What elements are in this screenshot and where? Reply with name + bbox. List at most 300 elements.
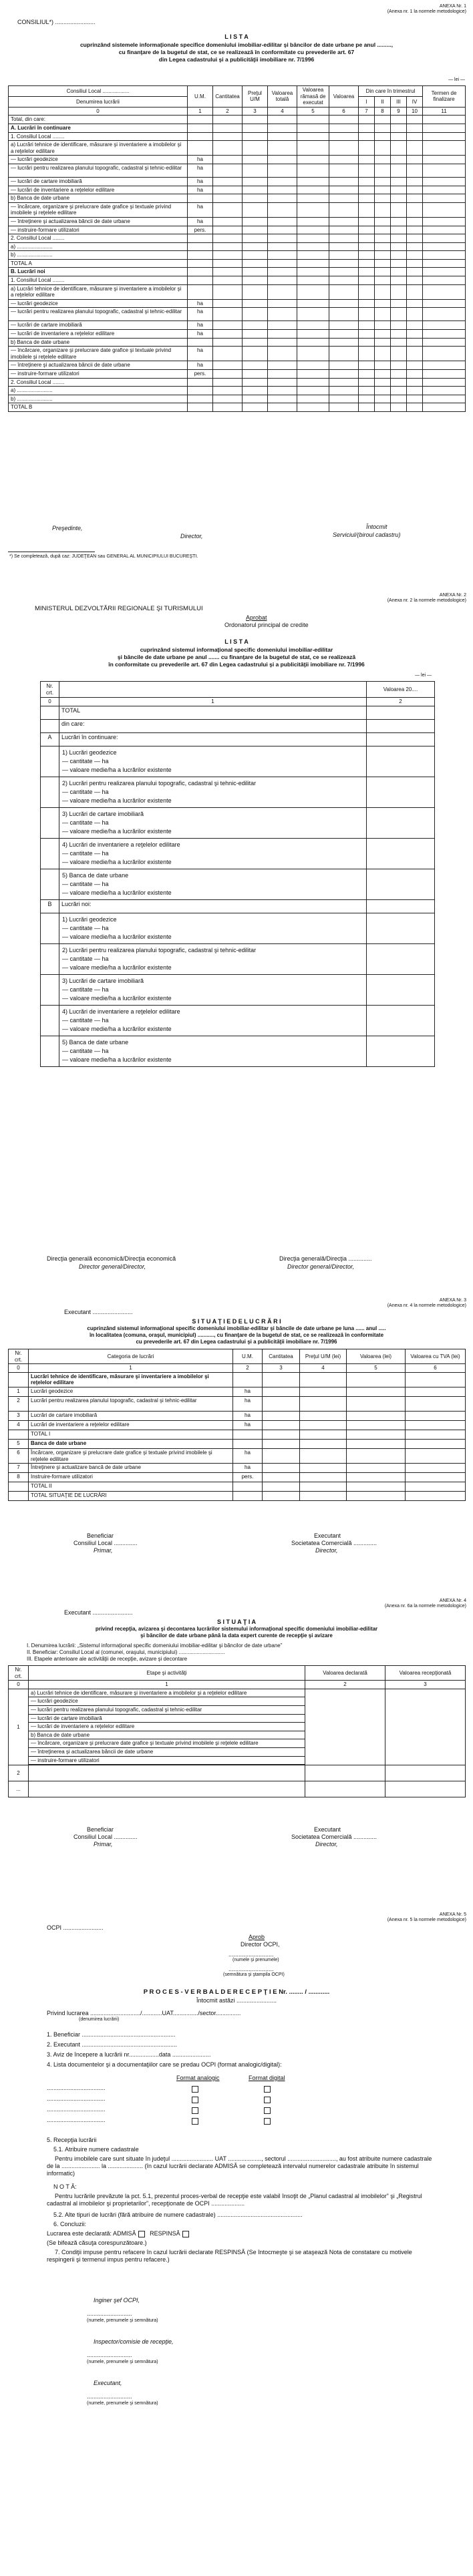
t1-cell <box>268 395 297 403</box>
t3-cell <box>263 1482 300 1492</box>
t3-cell <box>300 1492 347 1501</box>
digital-checkbox[interactable] <box>264 2118 271 2125</box>
t3-row-um <box>233 1492 263 1501</box>
t1-cell <box>423 116 466 124</box>
table-row <box>9 124 466 132</box>
a5-doc-line: ................................... <box>47 2095 106 2102</box>
a5-inspector-note: (numele, prenumele şi semnătura) <box>87 2360 158 2364</box>
table-row <box>9 276 466 285</box>
t1-row-label: a) Lucrări tehnice de identificare, măsurare şi inventariere a imobilelor şi a reţelelor edilitare <box>9 141 188 156</box>
table-row <box>9 308 466 321</box>
t1-cell <box>268 330 297 339</box>
t3-row-label: TOTAL I <box>29 1430 233 1439</box>
t1-cell <box>297 395 329 403</box>
t3-row-um: ha <box>233 1420 263 1430</box>
t2-item-line: — cantitate — ha <box>62 1016 109 1024</box>
t1-cell <box>243 361 268 370</box>
annex-2-subtitle-1: cuprinzând sistemul informaţional specific domeniului imobiliar-edilitar <box>140 646 333 653</box>
annex-3-note: (Anexa nr. 4 la normele metodologice) <box>387 1303 466 1308</box>
t1-cell <box>297 268 329 276</box>
t1-cell <box>407 387 423 395</box>
digital-checkbox[interactable] <box>264 2107 271 2114</box>
t1-cell <box>243 387 268 395</box>
t1-row-um <box>188 403 213 412</box>
t1-row-um <box>188 259 213 268</box>
t2-cell <box>41 777 59 807</box>
a5-cadastral: 5.1. Atribuire numere cadastrale <box>53 2146 139 2153</box>
rejected-checkbox[interactable] <box>182 2231 189 2237</box>
t3-cell <box>347 1448 406 1463</box>
t1-header-um: U.M. <box>188 86 213 108</box>
annex-2-note: (Anexa nr. 2 la normele metodologice) <box>387 598 466 603</box>
a4-beneficiary-mayor: Primar, <box>94 1841 113 1848</box>
t1-cell <box>391 116 407 124</box>
t1-cell <box>423 202 466 217</box>
a5-item-documents: 4. Lista documentelor şi a documentaţiilor care se predau OCPI (format analogic/digital): <box>47 2061 282 2068</box>
t1-cell <box>359 217 375 226</box>
t1-cell <box>213 132 243 141</box>
a2-sign-economic-director: Director general/Director, <box>79 1263 146 1270</box>
t3-row-nr: 6 <box>9 1448 29 1463</box>
t1-cell <box>243 164 268 177</box>
a2-sign-general: Direcţia generală/Direcţia .............. <box>279 1255 372 1262</box>
t1-row-um: ha <box>188 361 213 370</box>
t1-cell <box>268 132 297 141</box>
a5-item-beneficiary: 1. Beneficiar ........................................................ <box>47 2031 176 2038</box>
t1-cell <box>407 251 423 260</box>
a5-conditions: 7. Condiţii impuse pentru refacere în cazul lucrării declarate RESPINSĂ (Se întocmeşte şi se ataşează Nota de constatare cu motivele respingerii şi termenul impus pentru refacere.) <box>47 2249 412 2263</box>
t1-cell <box>297 164 329 177</box>
t1-header-q1: I <box>359 96 375 107</box>
table-row <box>9 378 466 387</box>
annex-4-title: S I T U A Ţ I A <box>217 1619 256 1625</box>
t1-header-council: Consiliul Local .................. <box>9 86 188 97</box>
t1-header-q2: II <box>375 96 391 107</box>
t1-cell <box>268 403 297 412</box>
t1-cell <box>407 242 423 251</box>
t3-cell <box>263 1492 300 1501</box>
t2-cell <box>41 746 59 777</box>
t1-cell <box>268 308 297 321</box>
t1-cell <box>243 308 268 321</box>
t1-cell <box>391 370 407 379</box>
t1-number-row <box>9 107 466 116</box>
t3-colnum: 0 <box>9 1364 29 1373</box>
t1-cell <box>359 141 375 156</box>
t1-cell <box>359 361 375 370</box>
t3-row-um <box>233 1482 263 1492</box>
analog-checkbox[interactable] <box>192 2086 198 2093</box>
t1-cell <box>391 321 407 330</box>
t1-row-um <box>188 338 213 347</box>
t1-cell <box>297 177 329 186</box>
t3-colnum: 3 <box>263 1364 300 1373</box>
ministry: MINISTERUL DEZVOLTĂRII REGIONALE ŞI TURISMULUI <box>35 605 203 612</box>
t1-row-um: ha <box>188 177 213 186</box>
a5-admitted-label: Lucrarea este declarată: ADMISĂ <box>47 2230 136 2237</box>
a5-inspector-line: ........................... <box>87 2352 132 2358</box>
t3-header-quantity: Cantitatea <box>263 1349 300 1364</box>
t1-cell <box>329 177 359 186</box>
t1-cell <box>329 217 359 226</box>
a1-sign-service: Serviciul/(biroul cadastru) <box>333 531 401 538</box>
t4-line: b) Banca de date urbane <box>29 1731 305 1740</box>
t1-colnum: 2 <box>213 107 243 116</box>
t1-cell <box>297 403 329 412</box>
t1-cell <box>407 338 423 347</box>
a1-sign-president: Preşedinte, <box>52 525 83 531</box>
t3-header-value-vat: Valoarea cu TVA (lei) <box>406 1349 466 1364</box>
analog-checkbox[interactable] <box>192 2097 198 2103</box>
t3-cell <box>347 1430 406 1439</box>
t1-cell <box>391 186 407 194</box>
t3-cell <box>406 1439 466 1448</box>
table-row <box>9 338 466 347</box>
annex-4-table <box>8 1665 466 1797</box>
t1-cell <box>329 299 359 308</box>
t1-cell <box>329 308 359 321</box>
a5-inspector: Inspector/comisie de recepţie, <box>94 2338 174 2345</box>
t3-cell <box>300 1411 347 1420</box>
list-item <box>41 943 435 974</box>
t1-row-um <box>188 378 213 387</box>
t1-cell <box>213 186 243 194</box>
t3-colnum: 4 <box>300 1364 347 1373</box>
t3-cell <box>263 1387 300 1396</box>
t3-cell <box>406 1464 466 1473</box>
t1-colnum: 0 <box>9 107 188 116</box>
t2-of-which: din care: <box>59 719 367 732</box>
t1-cell <box>423 276 466 285</box>
t1-cell <box>423 177 466 186</box>
t2-item-line: 1) Lucrări geodezice <box>62 915 117 923</box>
t1-cell <box>243 338 268 347</box>
t4-line: — încărcare, organizare şi prelucrare date grafice şi textuale privind imobilele şi reţelele edilitare <box>29 1739 305 1748</box>
t1-cell <box>375 226 391 234</box>
t2-item-line: — cantitate — ha <box>62 849 109 857</box>
t1-row-um <box>188 132 213 141</box>
t1-cell <box>391 251 407 260</box>
t1-row-label: — întreţinere şi actualizarea băncii de date urbane <box>9 217 188 226</box>
t2-section-letter: A <box>41 732 59 746</box>
t4-row-2-nr: 2 <box>9 1765 29 1781</box>
t1-cell <box>268 177 297 186</box>
t1-cell <box>359 226 375 234</box>
t1-cell <box>423 299 466 308</box>
t1-cell <box>297 387 329 395</box>
t3-row-nr: 4 <box>9 1420 29 1430</box>
t1-cell <box>375 234 391 243</box>
t3-cell <box>406 1448 466 1463</box>
t4-row-3-nr: ... <box>9 1781 29 1797</box>
t3-cell <box>300 1473 347 1482</box>
a5-note-text: Pentru lucrările prevăzute la pct. 5.1, prezentul proces-verbal de recepţie este valabil însoţit de „Planul cadastral al imobilelor” şi „Registrul cadastral al imobilelor şi proprietarilor”, recepţionate de OCPI .................... <box>47 2193 422 2207</box>
t1-cell <box>213 124 243 132</box>
table-row <box>9 141 466 156</box>
t1-cell <box>407 330 423 339</box>
t1-cell <box>329 259 359 268</box>
t1-colnum: 4 <box>268 107 297 116</box>
t1-cell <box>213 338 243 347</box>
t2-section-letter: B <box>41 899 59 913</box>
t1-cell <box>359 378 375 387</box>
t1-row-label: Total, din care: <box>9 116 188 124</box>
t3-colnum: 2 <box>233 1364 263 1373</box>
t1-cell <box>329 202 359 217</box>
t1-row-label: 1. Consiliul Local ........ <box>9 276 188 285</box>
t1-header-quantity: Cantitatea <box>213 86 243 108</box>
t2-item-line: — cantitate — ha <box>62 757 109 765</box>
t1-cell <box>359 338 375 347</box>
t2-item <box>59 807 367 838</box>
t3-cell <box>263 1464 300 1473</box>
t1-row-label: — lucrări de cartare imobiliară <box>9 321 188 330</box>
digital-checkbox[interactable] <box>264 2097 271 2103</box>
t1-cell <box>297 338 329 347</box>
t1-cell <box>213 370 243 379</box>
annex-4 <box>0 1596 473 1876</box>
table-row <box>9 226 466 234</box>
t2-header-value: Valoarea 20.... <box>367 682 435 698</box>
t1-cell <box>423 226 466 234</box>
t3-header-category: Categoria de lucrări <box>29 1349 233 1364</box>
t1-cell <box>268 164 297 177</box>
t2-cell <box>367 899 435 913</box>
t1-colnum: 8 <box>375 107 391 116</box>
annex-1-title: L I S T A <box>224 33 249 40</box>
annex-2-title: L I S T A <box>224 638 249 645</box>
t3-header-um: U.M. <box>233 1349 263 1364</box>
t1-cell <box>375 141 391 156</box>
t1-cell <box>297 299 329 308</box>
a5-chief-engineer-line: ........................... <box>87 2310 132 2317</box>
t1-header-deadline: Termen de finalizare <box>423 86 466 108</box>
t1-cell <box>375 403 391 412</box>
t3-cell <box>347 1411 406 1420</box>
t2-total: TOTAL <box>59 706 367 719</box>
t1-cell <box>423 186 466 194</box>
t1-cell <box>297 308 329 321</box>
t2-item-line: — valoare medie/ha a lucrărilor existente <box>62 827 172 835</box>
t1-cell <box>407 116 423 124</box>
t1-row-label: B. Lucrări noi <box>9 268 188 276</box>
a4-line-3: III. Etapele anterioare ale activităţii de recepţie, avizare şi decontare <box>27 1656 188 1662</box>
t1-cell <box>213 251 243 260</box>
t3-cell <box>263 1372 300 1387</box>
council-label: CONSILIUL*) ........................ <box>17 19 96 25</box>
t1-cell <box>359 251 375 260</box>
t1-cell <box>423 308 466 321</box>
t2-item-line: — valoare medie/ha a lucrărilor existente <box>62 994 172 1002</box>
t1-cell <box>359 132 375 141</box>
analog-checkbox[interactable] <box>192 2107 198 2114</box>
table-row <box>9 268 466 276</box>
t1-cell <box>375 387 391 395</box>
t3-row-um: ha <box>233 1387 263 1396</box>
a5-doc-row <box>47 2095 448 2106</box>
t2-item-line: 4) Lucrări de inventariere a reţelelor edilitare <box>62 841 180 848</box>
t1-row-um <box>188 387 213 395</box>
t3-cell <box>300 1439 347 1448</box>
t1-row-um: ha <box>188 186 213 194</box>
t4-num-3: 3 <box>385 1681 466 1689</box>
annex-1 <box>0 0 473 574</box>
a3-beneficiary-mayor: Primar, <box>94 1547 113 1554</box>
table-row <box>9 164 466 177</box>
t3-row-um: ha <box>233 1396 263 1411</box>
t1-cell <box>391 338 407 347</box>
t1-row-um: ha <box>188 164 213 177</box>
t1-cell <box>391 268 407 276</box>
a3-executant-director: Director, <box>315 1547 338 1554</box>
t1-row-label: — lucrări geodezice <box>9 299 188 308</box>
t2-cell <box>41 913 59 943</box>
t1-cell <box>423 284 466 299</box>
annex-1-table <box>8 85 466 412</box>
t1-cell <box>391 202 407 217</box>
t1-cell <box>375 177 391 186</box>
t2-cell <box>41 807 59 838</box>
t1-row-um <box>188 234 213 243</box>
t3-row-nr: 3 <box>9 1411 29 1420</box>
t4-header-declared: Valoarea declarată <box>305 1666 385 1681</box>
analog-checkbox[interactable] <box>192 2118 198 2125</box>
t1-cell <box>243 156 268 164</box>
t1-row-label: — încărcare, organizare şi prelucrare date grafice şi textuale privind imobilele şi reţelele edilitare <box>9 202 188 217</box>
t1-cell <box>297 116 329 124</box>
table-row <box>9 1482 466 1492</box>
admitted-checkbox[interactable] <box>138 2231 145 2237</box>
t1-cell <box>359 116 375 124</box>
t1-cell <box>407 194 423 203</box>
t1-cell <box>297 124 329 132</box>
t1-row-label: — instruire-formare utilizatori <box>9 370 188 379</box>
t3-colnum: 5 <box>347 1364 406 1373</box>
t1-cell <box>243 395 268 403</box>
annex-1-note: (Anexa nr. 1 la normele metodologice) <box>387 9 466 14</box>
t1-cell <box>423 268 466 276</box>
t1-cell <box>213 217 243 226</box>
t1-cell <box>213 202 243 217</box>
t1-cell <box>297 226 329 234</box>
t3-cell <box>263 1411 300 1420</box>
table-row <box>9 387 466 395</box>
t1-cell <box>243 370 268 379</box>
t1-cell <box>391 234 407 243</box>
table-row <box>9 186 466 194</box>
t1-cell <box>375 242 391 251</box>
t3-cell <box>300 1464 347 1473</box>
annex-2 <box>0 588 473 1289</box>
t1-cell <box>268 321 297 330</box>
digital-checkbox[interactable] <box>264 2086 271 2093</box>
t1-cell <box>391 284 407 299</box>
t1-cell <box>375 370 391 379</box>
t1-cell <box>375 308 391 321</box>
a5-executant-line: ........................... <box>87 2393 132 2400</box>
t1-cell <box>391 378 407 387</box>
t2-section-b <box>41 899 435 1066</box>
t2-section-title: Lucrări în continuare: <box>59 732 367 746</box>
t1-cell <box>243 378 268 387</box>
approver: Ordonatorul principal de credite <box>224 622 309 628</box>
t1-cell <box>423 338 466 347</box>
t1-cell <box>423 361 466 370</box>
t2-cell <box>41 869 59 899</box>
t1-cell <box>375 194 391 203</box>
t1-cell <box>359 321 375 330</box>
t1-cell <box>268 378 297 387</box>
t1-cell <box>375 124 391 132</box>
annex-2-subtitle-2: şi băncile de date urbane pe anul ....... cu finanţare de la bugetul de stat, ce se realizează <box>117 654 356 660</box>
t1-cell <box>297 202 329 217</box>
t1-cell <box>297 259 329 268</box>
t1-row-label: — instruire-formare utilizatori <box>9 226 188 234</box>
t1-cell <box>243 251 268 260</box>
t3-cell <box>263 1420 300 1430</box>
t1-row-um <box>188 194 213 203</box>
t1-cell <box>407 276 423 285</box>
t1-cell <box>213 347 243 361</box>
a5-sign-line: ........................... <box>228 1966 274 1972</box>
t3-cell <box>347 1439 406 1448</box>
t1-colnum: 6 <box>329 107 359 116</box>
t1-cell <box>359 299 375 308</box>
t1-row-label: a) ........................ <box>9 242 188 251</box>
t1-cell <box>329 321 359 330</box>
t1-cell <box>297 194 329 203</box>
t1-cell <box>329 251 359 260</box>
annex-4-subtitle-2: şi băncilor de date urbane până la data expert curente de recepţie şi avizare <box>140 1633 333 1639</box>
a3-beneficiary: Beneficiar <box>87 1532 114 1539</box>
t1-cell <box>375 164 391 177</box>
t1-row-label: TOTAL A <box>9 259 188 268</box>
t2-item-line: — cantitate — ha <box>62 819 109 826</box>
t1-row-label: 1. Consiliul Local ........ <box>9 132 188 141</box>
a3-beneficiary-council: Consiliul Local .............. <box>73 1540 138 1546</box>
t3-cell <box>347 1387 406 1396</box>
t2-item <box>59 777 367 807</box>
t2-item-line: — cantitate — ha <box>62 924 109 931</box>
a1-sign-drafted: Întocmit <box>366 523 387 530</box>
annex-1-subtitle-3: din Legea cadastrului şi a publicităţii imobiliare nr. 7/1996 <box>158 56 315 63</box>
t2-item-line: 2) Lucrări pentru realizarea planului topografic, cadastral şi tehnic-edilitar <box>62 946 257 953</box>
t3-row-nr: 7 <box>9 1464 29 1473</box>
t3-cell <box>406 1420 466 1430</box>
t4-header-received: Valoarea recepţionată <box>385 1666 466 1681</box>
t3-cell <box>406 1396 466 1411</box>
a1-footnote: *) Se completează, după caz: JUDEŢEAN sau GENERAL AL MUNICIPIULUI BUCUREŞTI. <box>9 554 198 559</box>
t3-body <box>9 1372 466 1500</box>
t1-cell <box>268 156 297 164</box>
t1-row-um: ha <box>188 156 213 164</box>
t1-header-q4: IV <box>407 96 423 107</box>
t1-cell <box>329 403 359 412</box>
annex-2-number: ANEXA Nr. 2 <box>439 593 466 598</box>
t2-item-line: 5) Banca de date urbane <box>62 871 129 879</box>
t1-cell <box>243 321 268 330</box>
annex-1-unit: — lei — <box>448 77 465 82</box>
t1-header-price: Preţul U/M <box>243 86 268 108</box>
t1-cell <box>359 186 375 194</box>
t2-section-title: Lucrări noi: <box>59 899 367 913</box>
t1-cell <box>407 226 423 234</box>
t1-cell <box>213 403 243 412</box>
t1-row-um <box>188 141 213 156</box>
t1-cell <box>213 378 243 387</box>
t1-cell <box>359 284 375 299</box>
t1-cell <box>329 141 359 156</box>
